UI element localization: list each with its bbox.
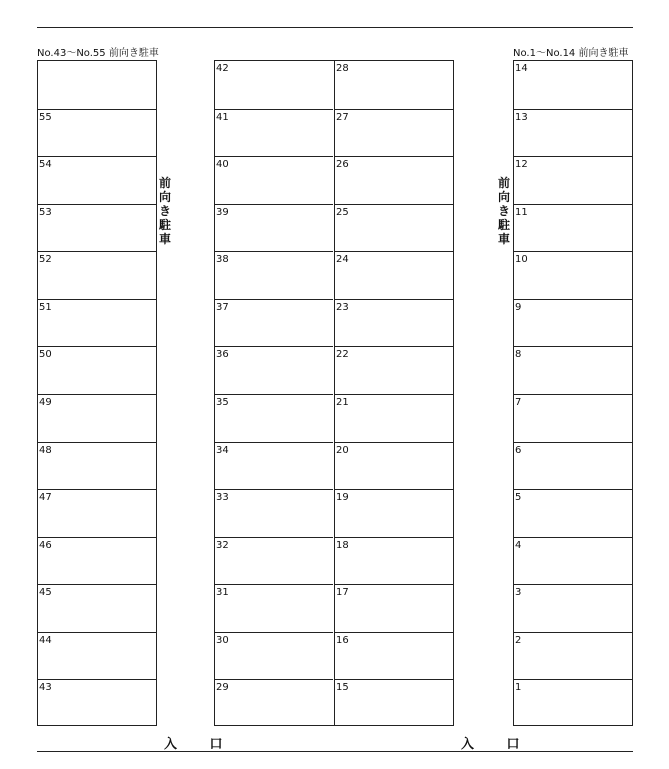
parking-stall: 8 xyxy=(514,346,632,394)
side-note-char: 車 xyxy=(497,232,510,246)
side-note-char: き xyxy=(497,204,510,218)
entrance-right: 入 口 xyxy=(461,737,534,752)
left-parking-column xyxy=(37,60,157,726)
right-parking-column xyxy=(513,60,633,726)
parking-stall: 40 xyxy=(215,156,333,204)
center-divider xyxy=(334,61,335,725)
side-note-char: き xyxy=(158,204,171,218)
side-note-char: 前 xyxy=(158,176,171,190)
parking-stall: 42 xyxy=(216,63,229,74)
parking-stall: 50 xyxy=(38,346,156,394)
parking-stall: 52 xyxy=(38,251,156,299)
parking-stall xyxy=(38,61,156,109)
parking-stall: 1 xyxy=(514,679,632,727)
parking-stall: 44 xyxy=(38,632,156,680)
parking-stall: 51 xyxy=(38,299,156,347)
parking-stall: 22 xyxy=(335,346,453,394)
parking-stall: 38 xyxy=(215,251,333,299)
parking-stall: 20 xyxy=(335,442,453,490)
right-stalls xyxy=(514,61,632,725)
parking-stall: 53 xyxy=(38,204,156,252)
parking-stall: 36 xyxy=(215,346,333,394)
parking-stall: 31 xyxy=(215,584,333,632)
parking-stall: 18 xyxy=(335,537,453,585)
right-group-label: No.1～No.14 前向き駐車 xyxy=(513,48,629,59)
right-side-note xyxy=(497,176,511,246)
parking-stall: 35 xyxy=(215,394,333,442)
parking-stall: 55 xyxy=(38,109,156,157)
parking-stall: 14 xyxy=(515,63,528,74)
parking-stall: 23 xyxy=(335,299,453,347)
parking-stall: 15 xyxy=(335,679,453,727)
parking-stall: 43 xyxy=(38,679,156,727)
entrance-left: 入 口 xyxy=(164,737,237,752)
center-right-stalls xyxy=(335,61,453,725)
side-note-char: 車 xyxy=(158,232,171,246)
parking-stall: 28 xyxy=(336,63,349,74)
parking-stall: 33 xyxy=(215,489,333,537)
parking-stall: 26 xyxy=(335,156,453,204)
center-parking-block xyxy=(214,60,454,726)
parking-stall: 24 xyxy=(335,251,453,299)
parking-stall: 47 xyxy=(38,489,156,537)
parking-stall: 21 xyxy=(335,394,453,442)
parking-stall: 34 xyxy=(215,442,333,490)
center-left-stalls xyxy=(215,61,333,725)
parking-stall: 49 xyxy=(38,394,156,442)
left-group-label: No.43～No.55 前向き駐車 xyxy=(37,48,159,59)
parking-stall: 7 xyxy=(514,394,632,442)
parking-stall: 48 xyxy=(38,442,156,490)
side-note-char: 駐 xyxy=(497,218,510,232)
parking-stall: 10 xyxy=(514,251,632,299)
parking-stall: 9 xyxy=(514,299,632,347)
side-note-char: 向 xyxy=(497,190,510,204)
parking-stall: 30 xyxy=(215,632,333,680)
parking-stall: 12 xyxy=(514,156,632,204)
parking-stall: 54 xyxy=(38,156,156,204)
parking-stall: 29 xyxy=(215,679,333,727)
side-note-char: 向 xyxy=(158,190,171,204)
parking-stall: 45 xyxy=(38,584,156,632)
parking-stall: 16 xyxy=(335,632,453,680)
parking-stall: 25 xyxy=(335,204,453,252)
parking-stall: 11 xyxy=(514,204,632,252)
parking-stall: 46 xyxy=(38,537,156,585)
parking-stall: 13 xyxy=(514,109,632,157)
bottom-rule xyxy=(37,751,633,752)
parking-stall: 4 xyxy=(514,537,632,585)
left-stalls xyxy=(38,61,156,725)
parking-stall: 5 xyxy=(514,489,632,537)
parking-stall: 17 xyxy=(335,584,453,632)
parking-stall: 39 xyxy=(215,204,333,252)
left-side-note xyxy=(158,176,172,246)
parking-stall: 3 xyxy=(514,584,632,632)
parking-stall: 32 xyxy=(215,537,333,585)
top-rule xyxy=(37,27,633,28)
side-note-char: 駐 xyxy=(158,218,171,232)
parking-stall: 19 xyxy=(335,489,453,537)
parking-stall: 41 xyxy=(215,109,333,157)
parking-stall: 37 xyxy=(215,299,333,347)
parking-stall: 2 xyxy=(514,632,632,680)
parking-stall: 6 xyxy=(514,442,632,490)
parking-stall: 27 xyxy=(335,109,453,157)
side-note-char: 前 xyxy=(497,176,510,190)
